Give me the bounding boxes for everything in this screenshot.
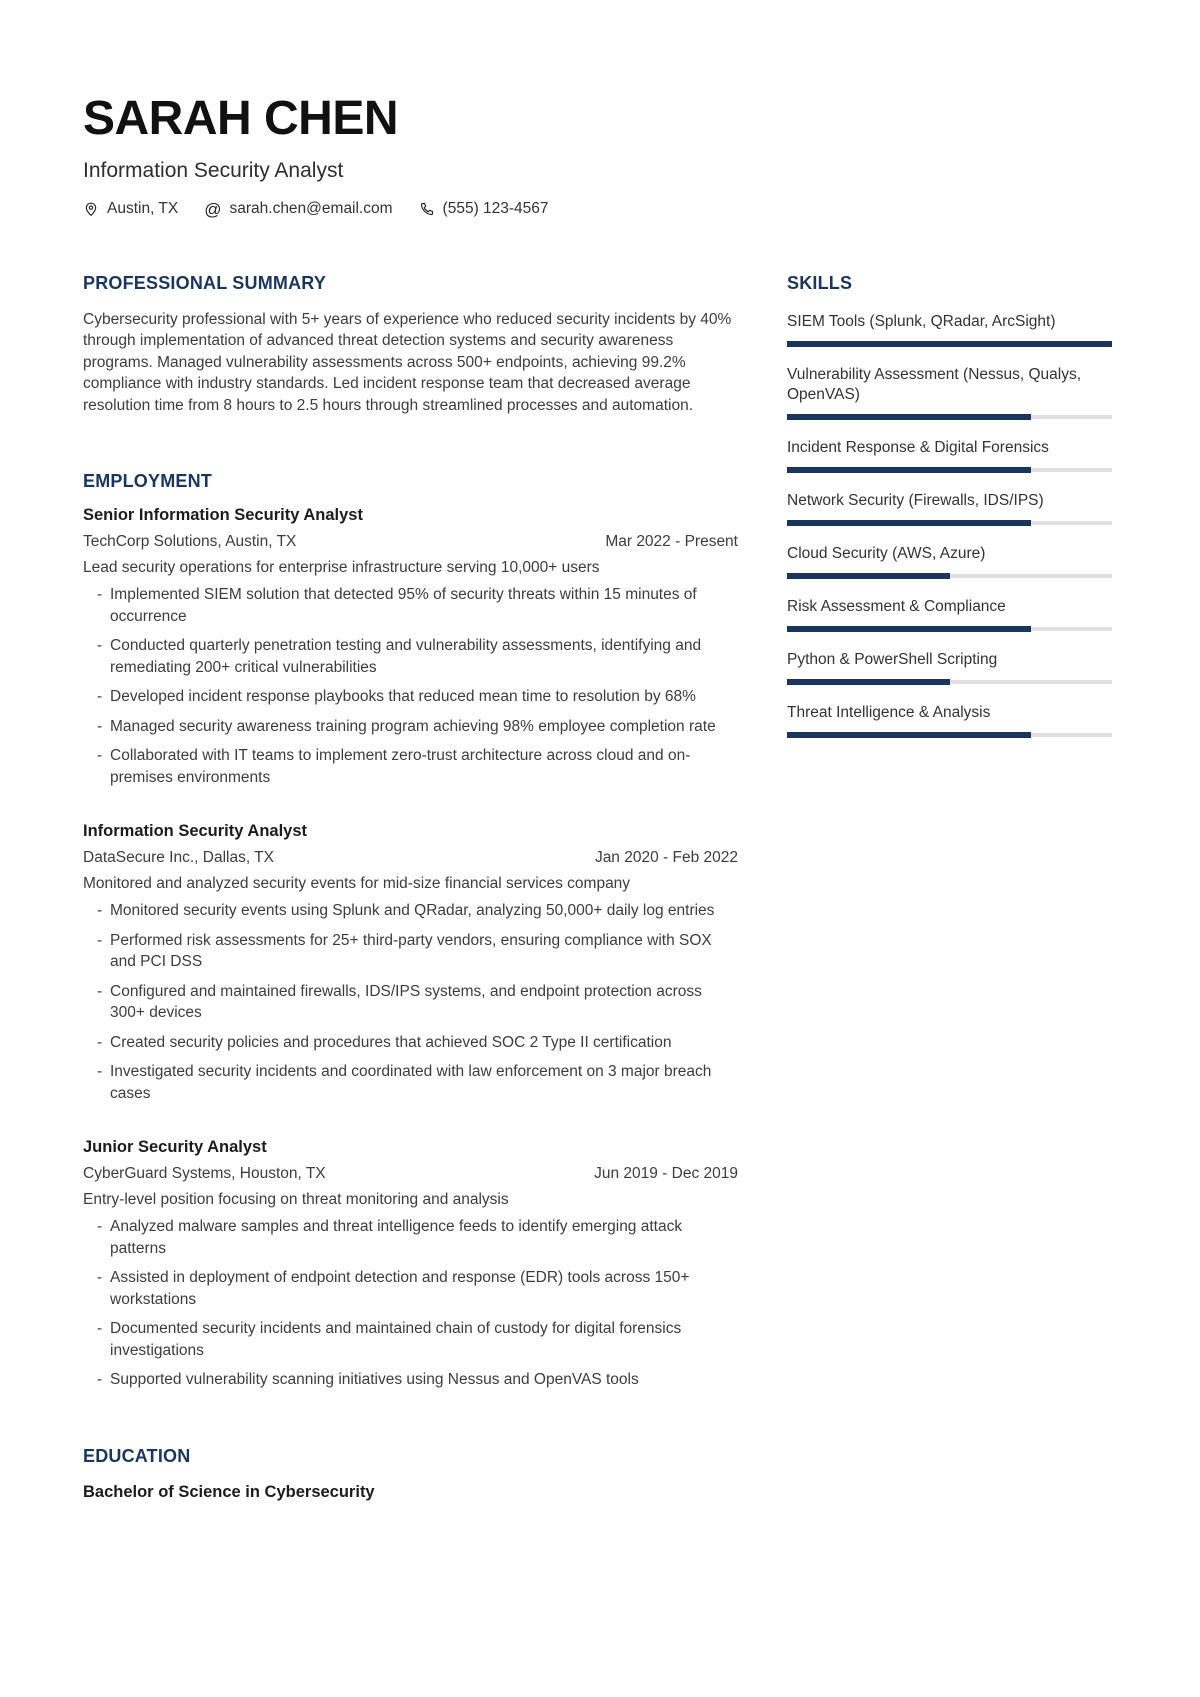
education-degree: Bachelor of Science in Cybersecurity xyxy=(83,1482,375,1501)
skill-label: Threat Intelligence & Analysis xyxy=(787,703,991,721)
candidate-job-title: Information Security Analyst xyxy=(83,159,344,182)
bullet-item xyxy=(83,1318,738,1361)
job-entry xyxy=(83,820,738,1104)
skill-bar-fill xyxy=(787,626,1031,632)
bullet-dash: - xyxy=(97,902,103,920)
job-meta-row xyxy=(83,531,738,553)
skill-bar-fill xyxy=(787,573,950,579)
job-lead: Monitored and analyzed security events for mid-size financial services company xyxy=(83,874,631,892)
bullet-dash: - xyxy=(97,747,103,765)
job-entry xyxy=(83,504,738,788)
bullet-dash: - xyxy=(97,982,103,1000)
contact-email xyxy=(204,200,392,218)
bullet-text: Configured and maintained firewalls, IDS/IPS systems, and endpoint protection across 300+ devices xyxy=(110,982,702,1022)
bullet-text: Implemented SIEM solution that detected 95% of security threats within 15 minutes of occurrence xyxy=(110,586,697,625)
skill-bar xyxy=(787,679,1112,685)
skill-bar-fill xyxy=(787,467,1031,473)
phone-icon xyxy=(419,201,435,217)
job-company: CyberGuard Systems, Houston, TX xyxy=(83,1165,326,1183)
skill-item xyxy=(787,312,1112,347)
bullet-text: Analyzed malware samples and threat intelligence feeds to identify emerging attack patterns xyxy=(110,1218,683,1257)
skill-item xyxy=(787,650,1112,685)
bullet-dash: - xyxy=(97,586,103,604)
skill-bar xyxy=(787,341,1112,347)
bullet-dash: - xyxy=(97,1033,103,1051)
job-meta-row xyxy=(83,1163,738,1185)
skill-item xyxy=(787,703,1112,738)
job-title: Information Security Analyst xyxy=(83,822,308,841)
candidate-name: SARAH CHEN xyxy=(83,92,399,145)
job-company: DataSecure Inc., Dallas, TX xyxy=(83,849,274,867)
bullet-text: Assisted in deployment of endpoint detection and response (EDR) tools across 150+ workstations xyxy=(110,1269,690,1308)
bullet-text: Developed incident response playbooks that reduced mean time to resolution by 68% xyxy=(110,688,696,706)
bullet-item xyxy=(83,1061,738,1104)
job-dates: Jan 2020 - Feb 2022 xyxy=(594,849,738,867)
bullet-dash: - xyxy=(97,688,103,706)
skill-label: Incident Response & Digital Forensics xyxy=(787,438,1049,456)
section-education xyxy=(83,1447,738,1503)
skill-bar xyxy=(787,626,1112,632)
bullet-item xyxy=(83,1216,738,1259)
skills-heading: SKILLS xyxy=(787,273,853,294)
job-title: Senior Information Security Analyst xyxy=(83,506,363,525)
bullet-item xyxy=(83,930,738,973)
section-employment xyxy=(83,472,738,1390)
contact-phone xyxy=(419,200,549,218)
bullet-item xyxy=(83,1032,738,1054)
bullet-dash: - xyxy=(97,637,103,655)
bullet-text: Supported vulnerability scanning initiatives using Nessus and OpenVAS tools xyxy=(110,1371,639,1389)
bullet-dash: - xyxy=(97,1269,103,1287)
bullet-item xyxy=(83,716,738,738)
job-lead: Lead security operations for enterprise infrastructure serving 10,000+ users xyxy=(83,558,600,576)
contact-email-text: sarah.chen@email.com xyxy=(229,200,393,218)
summary-heading: PROFESSIONAL SUMMARY xyxy=(83,273,327,294)
contact-location xyxy=(83,200,178,218)
contact-row xyxy=(83,200,1112,218)
bullet-text: Conducted quarterly penetration testing and vulnerability assessments, identifying and remediating 200+ critical vulnerabilities xyxy=(110,637,702,676)
summary-text: Cybersecurity professional with 5+ years of experience who reduced security incidents by 40% through implementation of advanced threat detection systems and security awareness programs. Managed vulnerability assessments across 500+ endpoints, achieving 99.2% compliance with industry standards. Led incident response team that decreased average resolution time from 8 hours to 2.5 hours through streamlined processes and automation. xyxy=(83,310,732,414)
education-heading: EDUCATION xyxy=(83,1445,191,1466)
skill-label: SIEM Tools (Splunk, QRadar, ArcSight) xyxy=(787,312,1056,330)
bullet-item xyxy=(83,635,738,678)
skill-bar-fill xyxy=(787,341,1112,347)
section-professional-summary xyxy=(83,274,738,416)
employment-heading: EMPLOYMENT xyxy=(83,471,213,492)
skill-bar-fill xyxy=(787,679,950,685)
skill-bar xyxy=(787,520,1112,526)
bullet-dash: - xyxy=(97,1063,103,1081)
skill-bar-fill xyxy=(787,414,1031,420)
job-meta-row xyxy=(83,847,738,869)
bullet-dash: - xyxy=(97,717,103,735)
bullet-text: Investigated security incidents and coordinated with law enforcement on 3 major breach cases xyxy=(110,1063,712,1102)
main-column xyxy=(83,274,738,1502)
skill-item xyxy=(787,597,1112,632)
skill-item xyxy=(787,365,1112,420)
skill-label: Cloud Security (AWS, Azure) xyxy=(787,544,986,562)
at-sign-icon: @ xyxy=(204,199,222,219)
bullet-dash: - xyxy=(97,1371,103,1389)
skill-item xyxy=(787,544,1112,579)
bullet-item xyxy=(83,1267,738,1310)
skill-label: Python & PowerShell Scripting xyxy=(787,650,998,668)
contact-phone-text: (555) 123-4567 xyxy=(442,200,549,218)
bullet-dash: - xyxy=(97,931,103,949)
skill-label: Network Security (Firewalls, IDS/IPS) xyxy=(787,491,1044,509)
resume-body xyxy=(83,274,1112,1502)
bullet-text: Managed security awareness training program achieving 98% employee completion rate xyxy=(110,717,716,735)
bullet-item xyxy=(83,686,738,708)
location-pin-icon xyxy=(83,201,99,217)
job-dates: Jun 2019 - Dec 2019 xyxy=(594,1165,738,1183)
bullet-item xyxy=(83,900,738,922)
skill-item xyxy=(787,438,1112,473)
resume-header xyxy=(83,92,1112,219)
bullet-text: Documented security incidents and maintained chain of custody for digital forensics investigations xyxy=(110,1320,682,1359)
bullet-dash: - xyxy=(97,1218,103,1236)
bullet-text: Created security policies and procedures that achieved SOC 2 Type II certification xyxy=(110,1033,672,1051)
job-lead: Entry-level position focusing on threat monitoring and analysis xyxy=(83,1190,509,1208)
job-entry xyxy=(83,1136,738,1391)
job-dates: Mar 2022 - Present xyxy=(605,533,738,551)
skill-bar xyxy=(787,467,1112,473)
skill-label: Risk Assessment & Compliance xyxy=(787,597,1006,615)
skill-label: Vulnerability Assessment (Nessus, Qualys, OpenVAS) xyxy=(787,365,1082,403)
bullet-text: Performed risk assessments for 25+ third-party vendors, ensuring compliance with SOX and PCI DSS xyxy=(110,931,712,971)
job-bullets xyxy=(83,900,738,1104)
job-bullets xyxy=(83,1216,738,1391)
skill-bar-fill xyxy=(787,732,1031,738)
job-company: TechCorp Solutions, Austin, TX xyxy=(83,533,297,551)
skill-item xyxy=(787,491,1112,526)
skills-sidebar xyxy=(787,274,1112,1502)
job-title: Junior Security Analyst xyxy=(83,1138,267,1157)
skill-bar xyxy=(787,414,1112,420)
bullet-item xyxy=(83,745,738,788)
skill-bar xyxy=(787,732,1112,738)
bullet-dash: - xyxy=(97,1320,103,1338)
bullet-text: Monitored security events using Splunk and QRadar, analyzing 50,000+ daily log entries xyxy=(110,902,715,920)
bullet-item xyxy=(83,584,738,627)
skill-bar xyxy=(787,573,1112,579)
contact-location-text: Austin, TX xyxy=(107,200,179,218)
job-bullets xyxy=(83,584,738,788)
bullet-item xyxy=(83,981,738,1024)
bullet-item xyxy=(83,1369,738,1391)
skill-bar-fill xyxy=(787,520,1031,526)
bullet-text: Collaborated with IT teams to implement zero-trust architecture across cloud and on-premises environments xyxy=(110,747,691,786)
